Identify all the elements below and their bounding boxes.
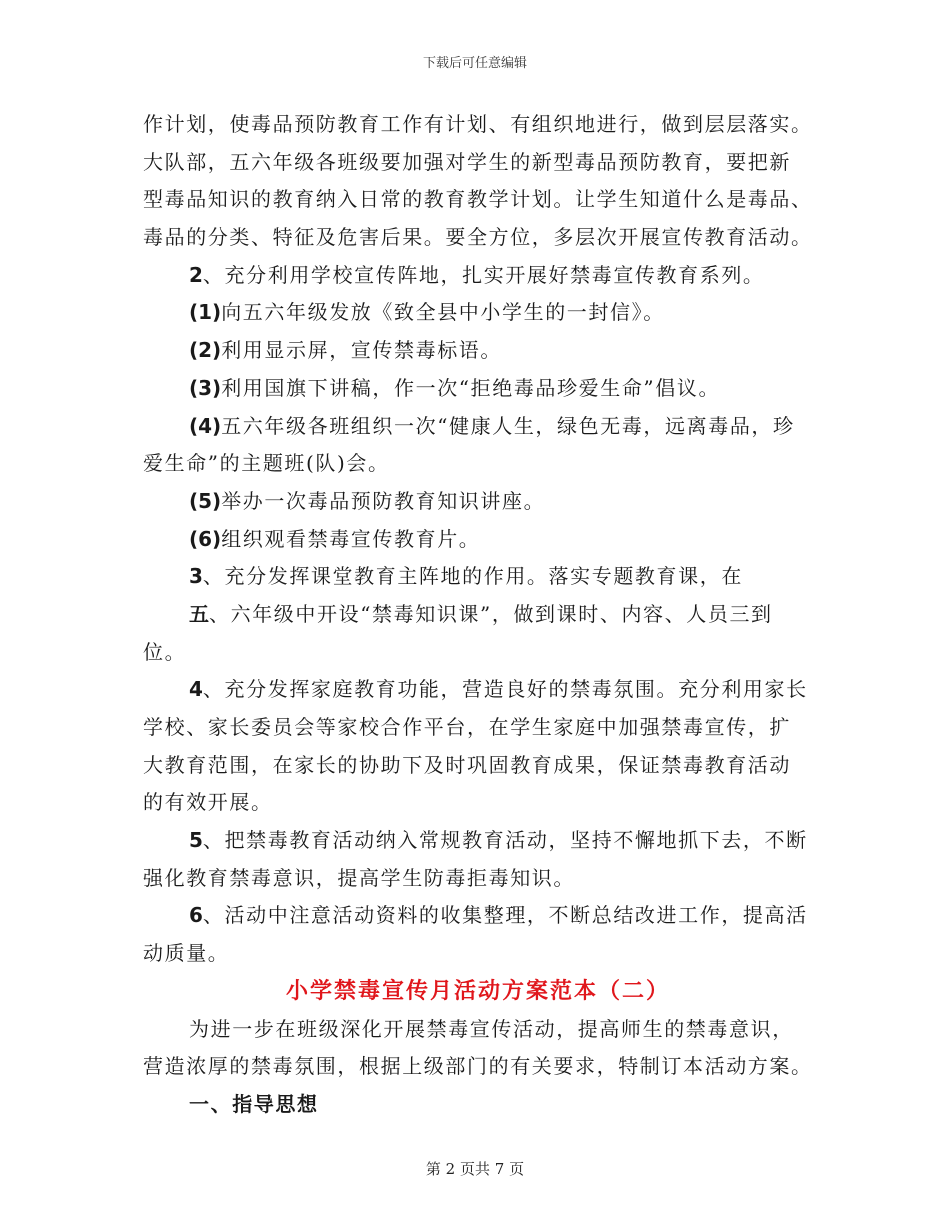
sub-number: (2) bbox=[189, 338, 222, 363]
sub-item-5 bbox=[143, 483, 813, 521]
list-number: 6 bbox=[189, 903, 203, 928]
paragraph-line: 毒品的分类、特征及危害后果。要全方位，多层次开展宣传教育活动。 bbox=[143, 225, 813, 250]
list-item-4-continued: 学校、家长委员会等家校合作平台，在学生家庭中加强禁毒宣传，扩 bbox=[143, 715, 791, 739]
list-item-5 bbox=[143, 822, 813, 860]
list-item-6-continued: 动质量。 bbox=[143, 941, 230, 966]
paragraph-line: 大队部，五六年级各班级要加强对学生的新型毒品预防教育，要把新 bbox=[143, 149, 791, 174]
sub-number: (3) bbox=[189, 375, 222, 400]
intro-line: 为进一步在班级深化开展禁毒宣传活动，提高师生的禁毒意识， bbox=[189, 1016, 794, 1041]
sub-number: (1) bbox=[189, 300, 222, 325]
list-item-five bbox=[143, 596, 813, 634]
section-heading: 一、指导思想 bbox=[189, 1091, 319, 1116]
list-item-five-continued: 位。 bbox=[143, 639, 187, 664]
list-text: 、充分发挥课堂教育主阵地的作用。落实专题教育课，在 bbox=[202, 564, 743, 589]
list-item-5-continued: 强化教育禁毒意识，提高学生防毒拒毒知识。 bbox=[143, 865, 575, 890]
list-number: 五 bbox=[189, 601, 209, 626]
sub-item-4-continued: 爱生命”的主题班(队)会。 bbox=[143, 451, 390, 476]
list-item-6 bbox=[143, 897, 813, 935]
list-text: 、充分发挥家庭教育功能，营造良好的禁毒氛围。充分利用家长 bbox=[202, 677, 808, 702]
paragraph-line: 作计划，使毒品预防教育工作有计划、有组织地进行，做到层层落实。 bbox=[143, 112, 813, 136]
section-title: 小学禁毒宣传月活动方案范本（二） bbox=[285, 977, 670, 1004]
page-footer: 第 2 页共 7 页 bbox=[425, 1160, 525, 1178]
list-item-3 bbox=[143, 558, 813, 596]
list-text: 、六年级中开设“禁毒知识课”，做到课时、内容、人员三到 bbox=[209, 601, 773, 626]
list-item-4 bbox=[143, 671, 813, 709]
list-text: 、充分利用学校宣传阵地，扎实开展好禁毒宣传教育系列。 bbox=[202, 262, 765, 287]
sub-text: 举办一次毒品预防教育知识讲座。 bbox=[221, 488, 546, 513]
list-number: 4 bbox=[189, 677, 203, 702]
page-header: 下载后可任意编辑 bbox=[422, 56, 527, 71]
sub-number: (4) bbox=[189, 413, 222, 438]
list-item-2 bbox=[143, 257, 813, 295]
paragraph-line: 型毒品知识的教育纳入日常的教育教学计划。让学生知道什么是毒品、 bbox=[143, 187, 813, 212]
list-item-4-continued: 的有效开展。 bbox=[143, 790, 273, 815]
list-item-4-continued: 大教育范围，在家长的协助下及时巩固教育成果，保证禁毒教育活动 bbox=[143, 752, 791, 777]
list-text: 、把禁毒教育活动纳入常规教育活动，坚持不懈地抓下去，不断 bbox=[202, 828, 808, 853]
document-body bbox=[143, 106, 813, 1124]
sub-text: 组织观看禁毒宣传教育片。 bbox=[221, 526, 481, 551]
sub-number: (5) bbox=[189, 488, 222, 513]
sub-text: 五六年级各班组织一次“健康人生，绿色无毒，远离毒品，珍 bbox=[221, 413, 795, 438]
sub-item-4 bbox=[143, 408, 813, 446]
sub-item-2 bbox=[143, 332, 813, 370]
sub-text: 利用国旗下讲稿，作一次“拒绝毒品珍爱生命”倡议。 bbox=[221, 375, 721, 400]
sub-item-3 bbox=[143, 370, 813, 408]
sub-number: (6) bbox=[189, 526, 222, 551]
sub-text: 向五六年级发放《致全县中小学生的一封信》。 bbox=[221, 300, 665, 325]
list-number: 5 bbox=[189, 828, 203, 853]
intro-line: 营造浓厚的禁毒氛围，根据上级部门的有关要求，特制订本活动方案。 bbox=[143, 1054, 813, 1079]
sub-item-6 bbox=[143, 521, 813, 559]
sub-text: 利用显示屏，宣传禁毒标语。 bbox=[221, 338, 503, 363]
sub-item-1 bbox=[143, 294, 813, 332]
list-text: 、活动中注意活动资料的收集整理，不断总结改进工作，提高活 bbox=[202, 903, 808, 928]
list-number: 3 bbox=[189, 564, 203, 589]
list-number: 2 bbox=[189, 262, 203, 287]
